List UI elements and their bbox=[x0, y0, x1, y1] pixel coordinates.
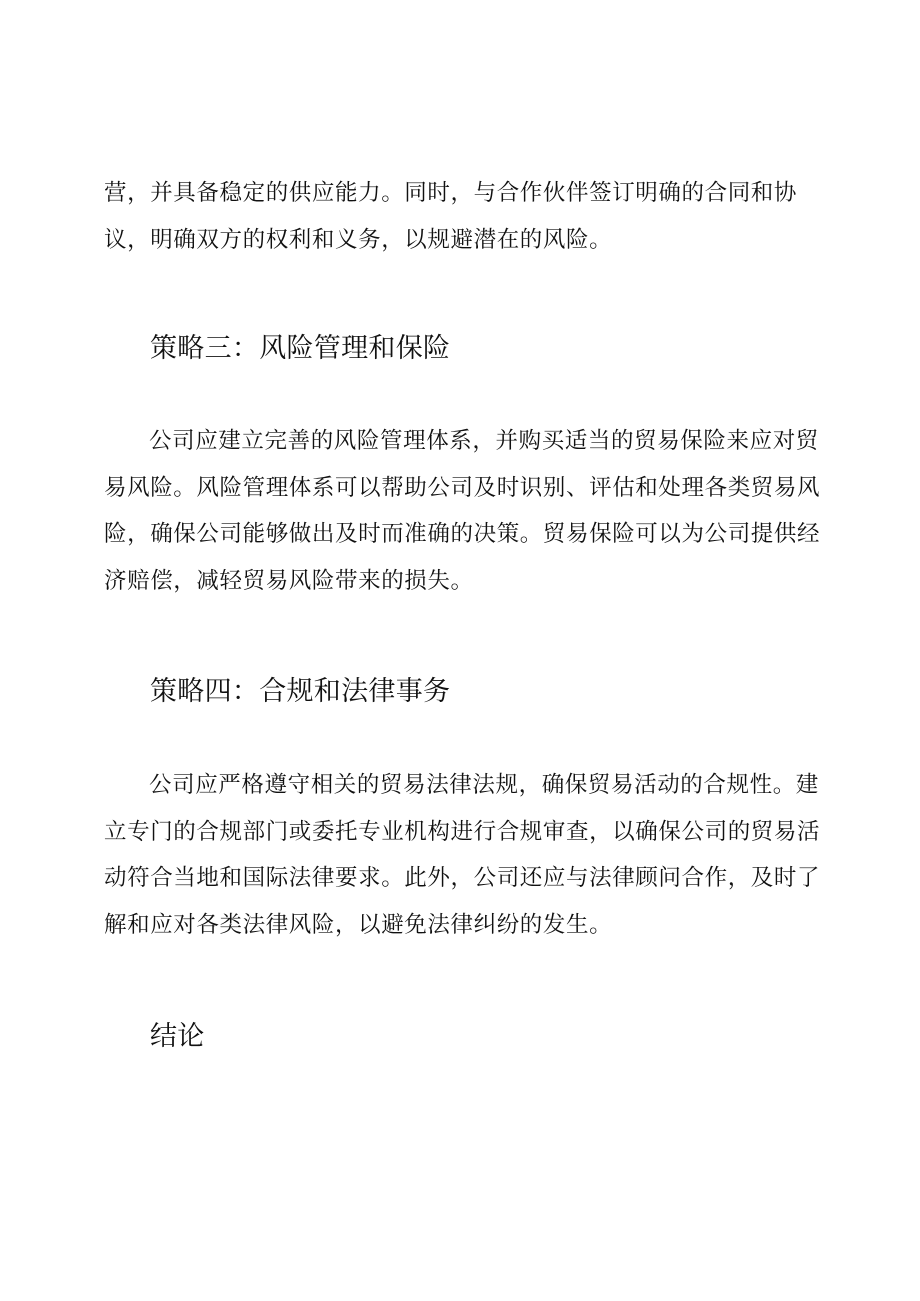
section-heading-conclusion: 结论 bbox=[150, 1021, 205, 1052]
paragraph-line: 营，并具备稳定的供应能力。同时，与合作伙伴签订明确的合同和协 bbox=[104, 180, 798, 206]
paragraph-line: 议，明确双方的权利和义务，以规避潜在的风险。 bbox=[104, 226, 613, 253]
paragraph-line: 公司应建立完善的风险管理体系，并购买适当的贸易保险来应对贸 bbox=[149, 428, 819, 454]
paragraph-line: 立专门的合规部门或委托专业机构进行合规审查，以确保公司的贸易活 bbox=[104, 818, 821, 845]
section-3-paragraph bbox=[104, 418, 824, 604]
section-heading-strategy-3: 策略三：风险管理和保险 bbox=[150, 333, 451, 364]
paragraph-line: 易风险。风险管理体系可以帮助公司及时识别、评估和处理各类贸易风 bbox=[104, 474, 821, 501]
paragraph-line: 动符合当地和国际法律要求。此外，公司还应与法律顾问合作，及时了 bbox=[104, 865, 821, 891]
section-heading-strategy-4: 策略四：合规和法律事务 bbox=[150, 676, 451, 707]
paragraph-line: 公司应严格遵守相关的贸易法律法规，确保贸易活动的合规性。建 bbox=[149, 772, 819, 798]
paragraph-line: 解和应对各类法律风险，以避免法律纠纷的发生。 bbox=[104, 911, 613, 938]
intro-paragraph bbox=[104, 170, 824, 263]
paragraph-line: 济赔偿，减轻贸易风险带来的损失。 bbox=[104, 567, 474, 594]
paragraph-line: 险，确保公司能够做出及时而准确的决策。贸易保险可以为公司提供经 bbox=[104, 521, 821, 547]
section-4-paragraph bbox=[104, 762, 824, 948]
